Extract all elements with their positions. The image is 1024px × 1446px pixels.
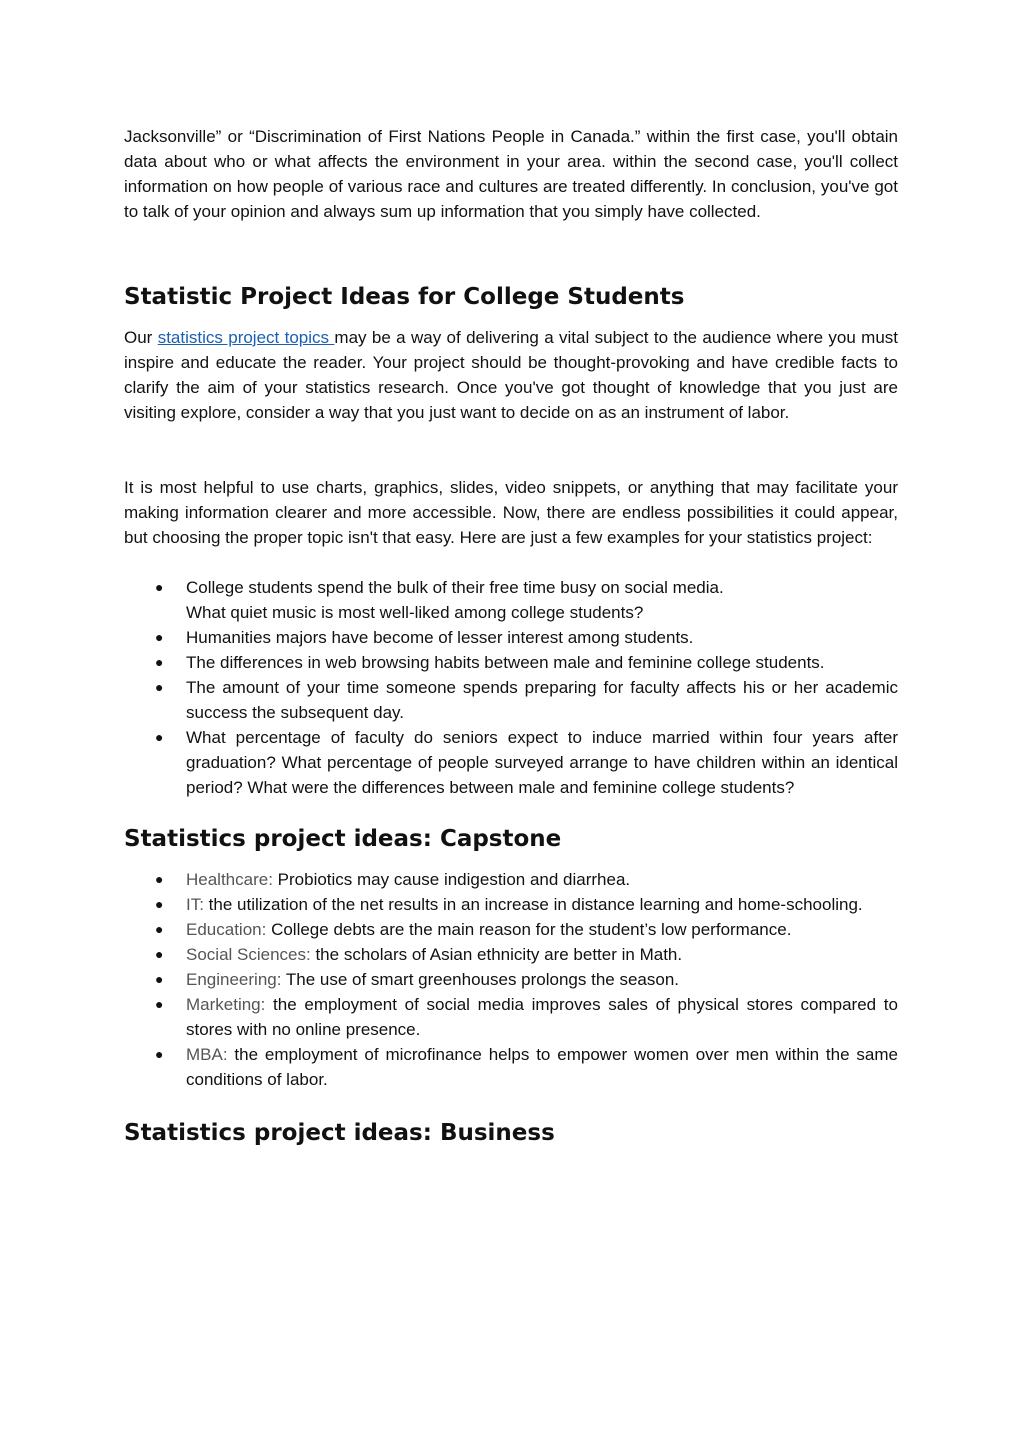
document-page bbox=[124, 124, 898, 1148]
college-paragraph-2: It is most helpful to use charts, graphics, slides, video snippets, or anything that may facilitate your making information clearer and more accessible. Now, there are endless possibilities it could appear, but choosing the proper topic isn't that easy. Here are just a few examples for your statistics project: bbox=[124, 478, 898, 547]
field-label: Marketing: bbox=[186, 995, 266, 1014]
statistics-project-topics-link[interactable]: statistics project topics bbox=[157, 328, 335, 347]
bullet-icon: ● bbox=[155, 996, 164, 1012]
bullet-icon: ● bbox=[155, 871, 164, 887]
list-item-text: the scholars of Asian ethnicity are better in Math. bbox=[310, 945, 683, 964]
bullet-icon: ● bbox=[155, 629, 164, 645]
field-label: Healthcare: bbox=[186, 870, 273, 889]
bullet-icon: ● bbox=[155, 654, 164, 670]
capstone-ideas-list bbox=[124, 867, 898, 1092]
bullet-icon: ● bbox=[155, 729, 164, 745]
bullet-icon: ● bbox=[155, 971, 164, 987]
college-paragraph-1-rest: may be a way of delivering a vital subject to the audience where you must inspire and educate the reader. Your project should be thought-provoking and have credible facts to clarify the aim of your statistics research. Once you've got thought of knowledge that you just are visiting explore, consider a way that you just want to decide on as an instrument of labor. bbox=[124, 328, 899, 422]
list-item bbox=[155, 1042, 898, 1092]
list-item bbox=[155, 650, 898, 675]
list-item-text: the employment of microfinance helps to empower women over men within the same conditions of labor. bbox=[186, 1045, 898, 1089]
list-item bbox=[155, 992, 898, 1042]
list-item-text: College debts are the main reason for the student’s low performance. bbox=[266, 920, 792, 939]
heading-college-students: Statistic Project Ideas for College Students bbox=[124, 284, 685, 310]
college-paragraph-1-start: Our bbox=[124, 328, 158, 347]
list-item bbox=[155, 942, 898, 967]
field-label: Education: bbox=[186, 920, 267, 939]
list-item bbox=[155, 867, 898, 892]
bullet-icon: ● bbox=[155, 921, 164, 937]
list-item bbox=[155, 725, 898, 800]
list-item bbox=[155, 892, 898, 917]
list-item-text: College students spend the bulk of their free time busy on social media. bbox=[186, 578, 724, 597]
heading-capstone: Statistics project ideas: Capstone bbox=[124, 826, 562, 852]
list-item bbox=[155, 575, 898, 625]
list-item-text: Humanities majors have become of lesser interest among students. bbox=[186, 628, 694, 647]
college-paragraph-1 bbox=[124, 325, 898, 425]
field-label: Social Sciences: bbox=[186, 945, 311, 964]
list-item bbox=[155, 675, 898, 725]
list-item-text: The use of smart greenhouses prolongs the season. bbox=[281, 970, 680, 989]
bullet-icon: ● bbox=[155, 946, 164, 962]
list-item-text: What percentage of faculty do seniors expect to induce married within four years after graduation? What percentage of people surveyed arrange to have children within an identical period? What were the differences between male and feminine college students? bbox=[186, 728, 898, 797]
list-item-text: The amount of your time someone spends preparing for faculty affects his or her academic success the subsequent day. bbox=[186, 678, 898, 722]
field-label: Engineering: bbox=[186, 970, 282, 989]
bullet-icon: ● bbox=[155, 1046, 164, 1062]
list-item-text: the utilization of the net results in an increase in distance learning and home-schooling. bbox=[203, 895, 863, 914]
list-item-text: The differences in web browsing habits between male and feminine college students. bbox=[186, 653, 825, 672]
bullet-icon: ● bbox=[155, 679, 164, 695]
heading-business: Statistics project ideas: Business bbox=[124, 1120, 555, 1146]
list-item-text: the employment of social media improves sales of physical stores compared to stores with no online presence. bbox=[186, 995, 898, 1039]
field-label: MBA: bbox=[186, 1045, 228, 1064]
list-item bbox=[155, 917, 898, 942]
list-item-text-continued: What quiet music is most well-liked among college students? bbox=[186, 603, 644, 622]
field-label: IT: bbox=[186, 895, 204, 914]
intro-paragraph: Jacksonville” or “Discrimination of First Nations People in Canada.” within the first case, you'll obtain data about who or what affects the environment in your area. within the second case, you'll collect information on how people of various race and cultures are treated differently. In conclusion, you've got to talk of your opinion and always sum up information that you simply have collected. bbox=[124, 127, 898, 221]
college-ideas-list bbox=[124, 575, 898, 800]
list-item bbox=[155, 967, 898, 992]
list-item-text: Probiotics may cause indigestion and diarrhea. bbox=[272, 870, 631, 889]
list-item bbox=[155, 625, 898, 650]
bullet-icon: ● bbox=[155, 579, 164, 595]
bullet-icon: ● bbox=[155, 896, 164, 912]
